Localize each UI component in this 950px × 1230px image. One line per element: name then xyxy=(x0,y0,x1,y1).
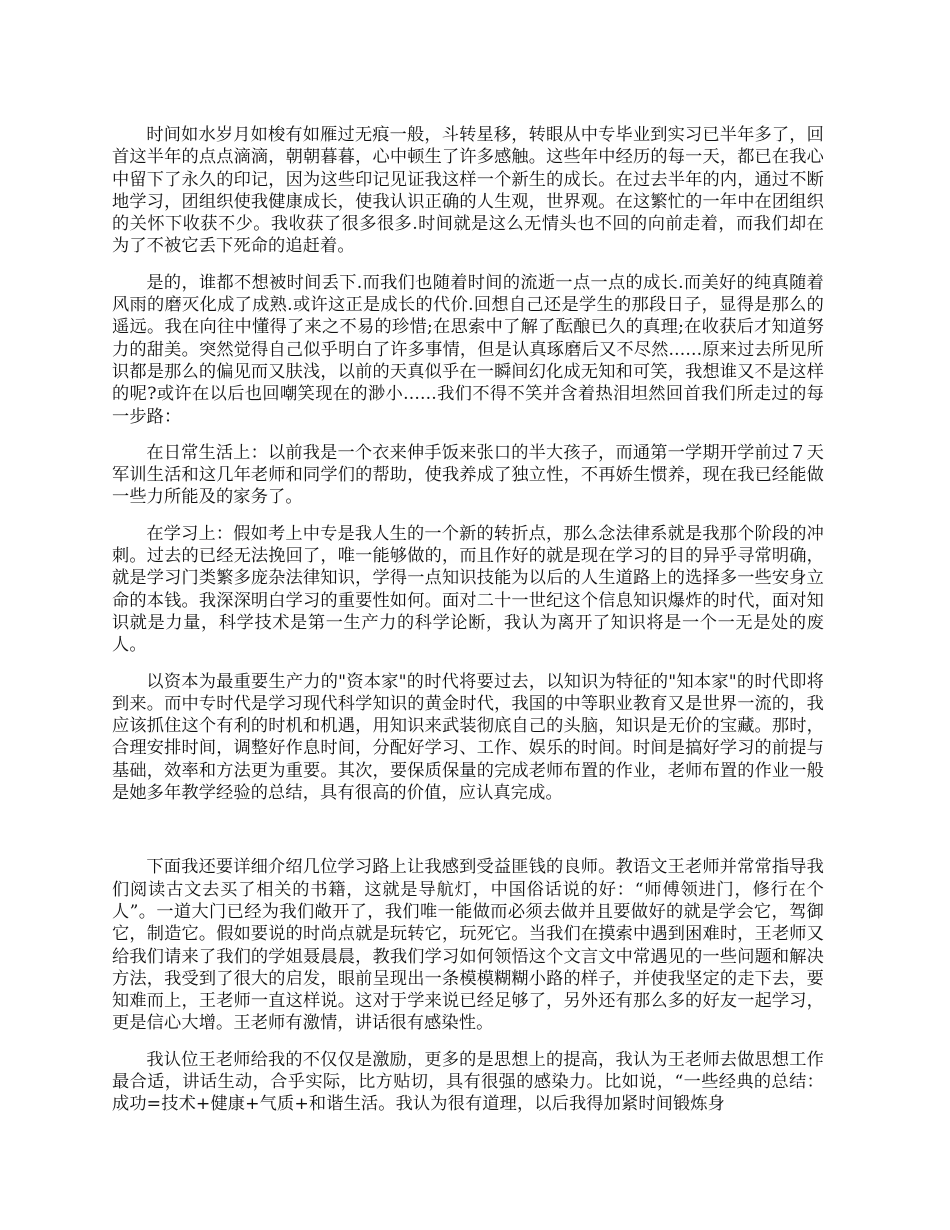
paragraph-2: 是的，谁都不想被时间丢下.而我们也随着时间的流逝一点一点的成长.而美好的纯真随着风雨的磨灭化成了成熟.或许这正是成长的代价.回想自己还是学生的那段日子，显得是那么的遥远。我在向往中懂得了来之不易的珍惜;在思索中了解了酝酿已久的真理;在收获后才知道努力的甜美。突然觉得自己似乎明白了许多事情，但是认真琢磨后又不尽然......原来过去所见所识都是那么的偏见而又肤浅，以前的天真似乎在一瞬间幻化成无知和可笑，我想谁又不是这样的呢?或许在以后也回嘲笑现在的渺小......我们不得不笑并含着热泪坦然回首我们所走过的每一步路： xyxy=(112,272,824,427)
paragraph-5: 以资本为最重要生产力的"资本家"的时代将要过去，以知识为特征的"知本家"的时代即将到来。而中专时代是学习现代科学知识的黄金时代，我国的中等职业教育又是世界一流的，我应该抓住这个有利的时机和机遇，用知识来武装彻底自己的头脑，知识是无价的宝藏。那时，合理安排时间，调整好作息时间，分配好学习、工作、娱乐的时间。时间是搞好学习的前提与基础，效率和方法更为重要。其次，要保质保量的完成老师布置的作业，老师布置的作业一般是她多年教学经验的总结，具有很高的价值，应认真完成。 xyxy=(112,671,824,804)
paragraph-4: 在学习上：假如考上中专是我人生的一个新的转折点，那么念法律系就是我那个阶段的冲刺。过去的已经无法挽回了，唯一能够做的，而且作好的就是现在学习的目的异乎寻常明确，就是学习门类繁多庞杂法律知识，学得一点知识技能为以后的人生道路上的选择多一些安身立命的本钱。我深深明白学习的重要性如何。面对二十一世纪这个信息知识爆炸的时代，面对知识就是力量，科学技术是第一生产力的科学论断，我认为离开了知识将是一个一无是处的废人。 xyxy=(112,523,824,656)
paragraph-7: 我认位王老师给我的不仅仅是激励，更多的是思想上的提高，我认为王老师去做思想工作最合适，讲话生动，合乎实际，比方贴切，具有很强的感染力。比如说，“一些经典的总结：成功=技术+健康+气质+和谐生活。我认为很有道理，以后我得加紧时间锻炼身 xyxy=(112,1049,824,1115)
paragraph-1: 时间如水岁月如梭有如雁过无痕一般，斗转星移，转眼从中专毕业到实习已半年多了，回首这半年的点点滴滴，朝朝暮暮，心中顿生了许多感触。这些年中经历的每一天，都已在我心中留下了永久的印记，因为这些印记见证我这样一个新生的成长。在过去半年的内，通过不断地学习，团组织使我健康成长，使我认识正确的人生观，世界观。在这繁忙的一年中在团组织的关怀下收获不少。我收获了很多很多.时间就是这么无情头也不回的向前走着，而我们却在为了不被它丢下死命的追赶着。 xyxy=(112,125,824,257)
paragraph-3: 在日常生活上：以前我是一个衣来伸手饭来张口的半大孩子，而通第一学期开学前过７天军训生活和这几年老师和同学们的帮助，使我养成了独立性，不再娇生惯养，现在我已经能做一些力所能及的家务了。 xyxy=(112,442,824,508)
paragraph-6: 下面我还要详细介绍几位学习路上让我感到受益匪钱的良师。教语文王老师并常常指导我们阅读古文去买了相关的书籍，这就是导航灯，中国俗话说的好：“师傅领进门，修行在个人”。一道大门已经为我们敞开了，我们唯一能做而必须去做并且要做好的就是学会它，驾御它，制造它。假如要说的时尚点就是玩转它，玩死它。当我们在摸索中遇到困难时，王老师又给我们请来了我们的学姐聂晨晨，教我们学习如何领悟这个文言文中常遇见的一些问题和解决方法，我受到了很大的启发，眼前呈现出一条模模糊糊小路的样子，并使我坚定的走下去，要知难而上，王老师一直这样说。这对于学来说已经足够了，另外还有那么多的好友一起学习，更是信心大增。王老师有激情，讲话很有感染性。 xyxy=(112,857,824,1034)
document-body xyxy=(112,124,824,1130)
